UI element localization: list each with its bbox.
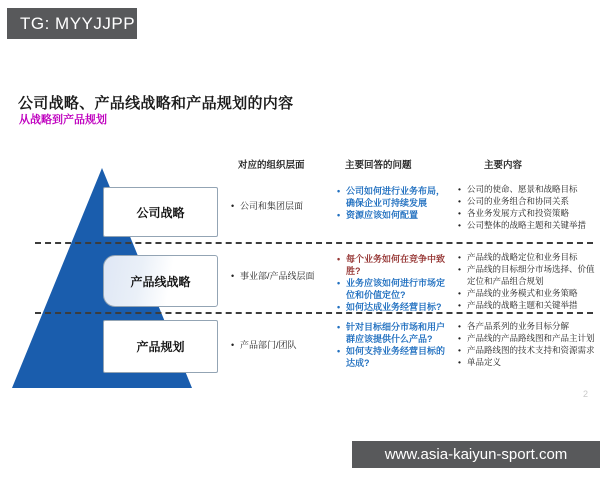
questions-row-1 xyxy=(337,186,450,223)
column-header-questions: 主要回答的问题 xyxy=(345,160,412,171)
level-box-product-planning xyxy=(103,320,218,373)
org-level-item: • 事业部/产品线层面 xyxy=(231,271,341,282)
org-level-row-2 xyxy=(231,271,341,282)
question-item: • 业务应该如何进行市场定位和价值定位? xyxy=(337,278,450,301)
question-item: • 如何支持业务经营目标的达成? xyxy=(337,346,450,369)
content-item: • 单品定义 xyxy=(458,357,598,369)
content-item: • 产品路线图的技术支持和资源需求 xyxy=(458,345,598,357)
contents-row-1 xyxy=(458,184,598,232)
question-item: • 针对目标细分市场和用户群应该提供什么产品? xyxy=(337,322,450,345)
org-level-row-3 xyxy=(231,340,341,351)
content-item: • 公司的使命、愿景和战略目标 xyxy=(458,184,598,196)
content-item: • 产品线的战略主题和关键举措 xyxy=(458,300,598,312)
level-label: 产品线战略 xyxy=(130,274,191,289)
tg-watermark xyxy=(7,8,137,39)
question-item: • 每个业务如何在竞争中致胜? xyxy=(337,254,450,277)
content-item: • 公司的业务组合和协同关系 xyxy=(458,196,598,208)
dashed-divider-bottom xyxy=(35,312,593,314)
tg-watermark-label: TG: MYYJJPP xyxy=(20,13,136,33)
org-level-row-1 xyxy=(231,201,341,212)
content-item: • 产品线的业务模式和业务策略 xyxy=(458,288,598,300)
questions-row-3 xyxy=(337,322,450,370)
content-item: • 公司整体的战略主题和关键举措 xyxy=(458,220,598,232)
content-item: • 各产品系列的业务目标分解 xyxy=(458,321,598,333)
contents-row-2 xyxy=(458,252,598,312)
column-header-org-level: 对应的组织层面 xyxy=(238,160,305,171)
dashed-divider-top xyxy=(35,242,593,244)
org-level-item: • 公司和集团层面 xyxy=(231,201,341,212)
question-item: • 如何达成业务经营目标? xyxy=(337,302,450,314)
level-label: 产品规划 xyxy=(136,340,185,354)
org-level-item: • 产品部门/团队 xyxy=(231,340,341,351)
page-title: 公司战略、产品线战略和产品规划的内容 xyxy=(18,95,294,112)
content-item: • 产品线的产品路线图和产品主计划 xyxy=(458,333,598,345)
question-item: • 公司如何进行业务布局，确保企业可持续发展 xyxy=(337,186,450,209)
url-watermark xyxy=(352,441,600,468)
page-subtitle: 从战略到产品规划 xyxy=(19,114,107,126)
column-header-content: 主要内容 xyxy=(484,160,523,171)
questions-row-2 xyxy=(337,254,450,315)
level-box-company-strategy xyxy=(103,187,218,237)
content-item: • 产品线的战略定位和业务目标 xyxy=(458,252,598,264)
page-number: 2 xyxy=(583,389,589,399)
content-item: • 各业务发展方式和投资策略 xyxy=(458,208,598,220)
level-label: 公司战略 xyxy=(136,205,185,220)
question-item: • 资源应该如何配置 xyxy=(337,210,450,222)
contents-row-3 xyxy=(458,321,598,369)
url-watermark-label: www.asia-kaiyun-sport.com xyxy=(384,446,568,463)
content-item: • 产品线的目标细分市场选择、价值定位和产品组合规划 xyxy=(458,264,598,287)
level-box-product-line-strategy xyxy=(103,255,218,307)
